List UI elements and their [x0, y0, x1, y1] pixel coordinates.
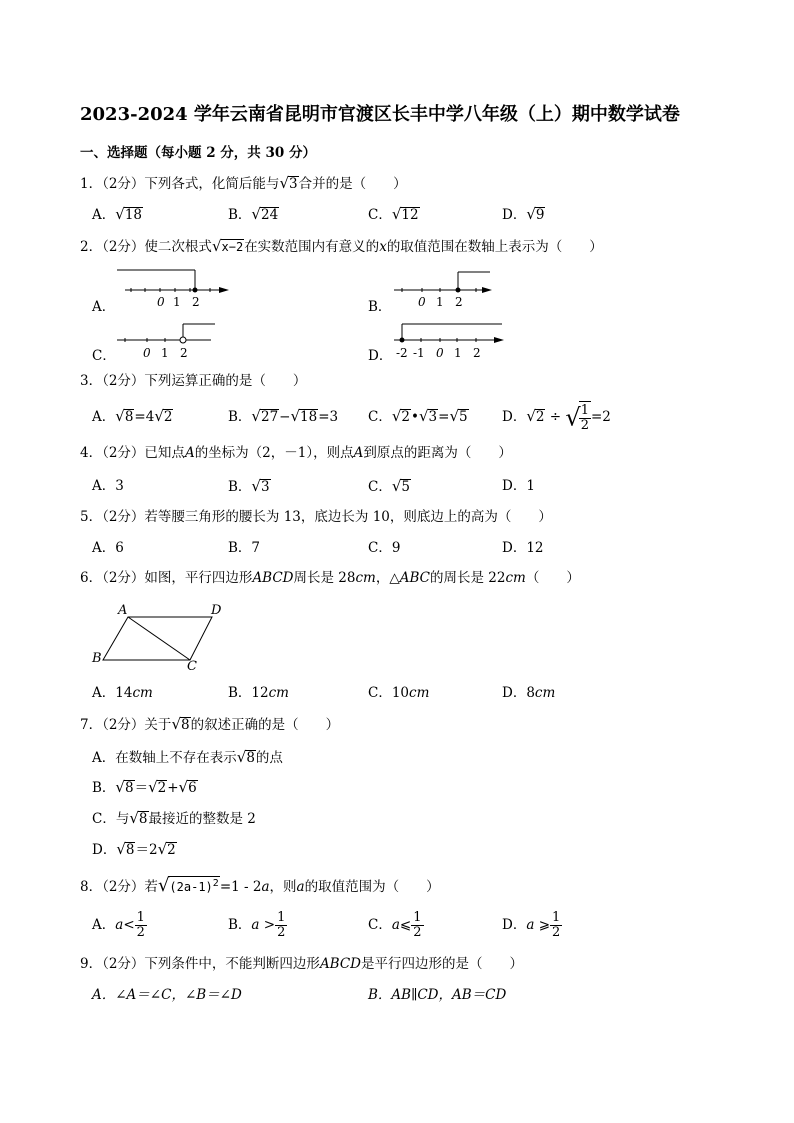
q2-option-a-label[interactable]: A． — [92, 299, 116, 315]
tick-label: 1 — [436, 295, 444, 309]
tick-label: 1 — [173, 295, 181, 309]
question-6-stem: 6．（2分）如图，平行四边形ABCD周长是 28cm，△ABC的周长是 22cm（ ） — [80, 570, 580, 586]
question-8-stem: 8．（2分）若$√(2a-1)^2=1 - 2a$，则a的取值范围为（ ） — [80, 875, 440, 896]
tick-label: 0 — [418, 295, 426, 309]
q4-option-a[interactable]: A．3 — [92, 478, 124, 494]
tick-label: 2 — [180, 346, 188, 360]
q4-option-b[interactable]: B．√3 — [228, 477, 270, 495]
q1-option-b[interactable]: B．√24 — [228, 205, 279, 223]
q9-option-b[interactable]: B．AB∥CD，AB＝CD — [368, 987, 507, 1003]
vertex-label-d: D — [211, 603, 222, 618]
tick-label: 0 — [143, 346, 151, 360]
tick-label: 2 — [455, 295, 463, 309]
vertex-label-c: C — [187, 659, 197, 672]
page-title: 2023-2024 学年云南省昆明市官渡区长丰中学八年级（上）期中数学试卷 — [80, 104, 680, 125]
q6-option-b[interactable]: B．12cm — [228, 685, 289, 701]
q2-option-c-label[interactable]: C． — [92, 348, 116, 364]
q5-option-d[interactable]: D．12 — [502, 540, 544, 556]
q2-option-b-label[interactable]: B． — [368, 299, 392, 315]
question-3-stem: 3．（2分）下列运算正确的是（ ） — [80, 373, 307, 389]
q8-option-d[interactable]: D．a ⩾ $\frac{1}{2}$ — [502, 910, 561, 940]
vertex-label-b: B — [92, 651, 102, 666]
q4-option-c[interactable]: C．√5 — [368, 477, 410, 495]
vertex-label-a: A — [118, 603, 128, 618]
tick-label: 2 — [192, 295, 200, 309]
tick-label: 0 — [157, 295, 165, 309]
q4-option-d[interactable]: D．1 — [502, 478, 535, 494]
q2-number-line-d[interactable] — [392, 320, 512, 362]
q3-option-b[interactable]: B．√27−√18=3 — [228, 407, 339, 425]
q8-option-a[interactable]: A．a< $\frac{1}{2}$ — [92, 910, 145, 940]
tick-label: 1 — [454, 346, 462, 360]
question-9-stem: 9．（2分）下列条件中，不能判断四边形ABCD是平行四边形的是（ ） — [80, 956, 524, 972]
q2-number-line-b[interactable] — [390, 266, 500, 310]
q7-option-d[interactable]: D．√8＝2√2 — [92, 840, 176, 858]
q7-option-c[interactable]: C．与√8最接近的整数是 2 — [92, 809, 256, 827]
question-7-stem: 7．（2分）关于√8的叙述正确的是（ ） — [80, 715, 340, 733]
q5-option-c[interactable]: C．9 — [368, 540, 401, 556]
q2-number-line-a[interactable] — [115, 266, 235, 310]
tick-label: 2 — [473, 346, 481, 360]
q5-option-b[interactable]: B．7 — [228, 540, 261, 556]
q8-option-c[interactable]: C．a⩽ $\frac{1}{2}$ — [368, 910, 422, 940]
q6-option-a[interactable]: A．14cm — [92, 685, 153, 701]
q5-option-a[interactable]: A．6 — [92, 540, 124, 556]
question-2-stem: 2．（2分）使二次根式√x−2在实数范围内有意义的x的取值范围在数轴上表示为（ ） — [80, 237, 603, 255]
section-heading: 一、选择题（每小题 2 分，共 30 分） — [80, 145, 316, 161]
q1-option-d[interactable]: D．√9 — [502, 205, 545, 223]
question-1-stem: 1．（2分）下列各式，化简后能与√3合并的是（ ） — [80, 174, 407, 192]
tick-label: 1 — [161, 346, 169, 360]
tick-label: 0 — [436, 346, 444, 360]
q3-option-a[interactable]: A．√8=4√2 — [92, 407, 173, 425]
q6-option-c[interactable]: C．10cm — [368, 685, 430, 701]
q9-option-a[interactable]: A．∠A＝∠C，∠B＝∠D — [92, 987, 242, 1003]
q3-option-d[interactable]: D．√2 ÷ √ $\frac{1}{2}$ =2 — [502, 403, 611, 433]
q7-option-b[interactable]: B．√8＝√2+√6 — [92, 778, 197, 796]
q1-option-a[interactable]: A．√18 — [92, 205, 142, 223]
parallelogram-figure — [90, 600, 230, 672]
q6-option-d[interactable]: D．8cm — [502, 685, 556, 701]
q8-option-b[interactable]: B．a > $\frac{1}{2}$ — [228, 910, 286, 940]
q2-option-d-label[interactable]: D． — [368, 348, 393, 364]
tick-label: -1 — [413, 346, 425, 360]
question-4-stem: 4．（2分）已知点A的坐标为（2，－1），则点A到原点的距离为（ ） — [80, 445, 512, 461]
q3-option-c[interactable]: C．√2•√3=√5 — [368, 407, 468, 425]
tick-label: -2 — [396, 346, 408, 360]
q1-option-c[interactable]: C．√12 — [368, 205, 419, 223]
q2-number-line-c[interactable] — [115, 320, 225, 362]
q7-option-a[interactable]: A．在数轴上不存在表示√8的点 — [92, 748, 283, 766]
question-5-stem: 5．（2分）若等腰三角形的腰长为 13，底边长为 10，则底边上的高为（ ） — [80, 509, 552, 525]
